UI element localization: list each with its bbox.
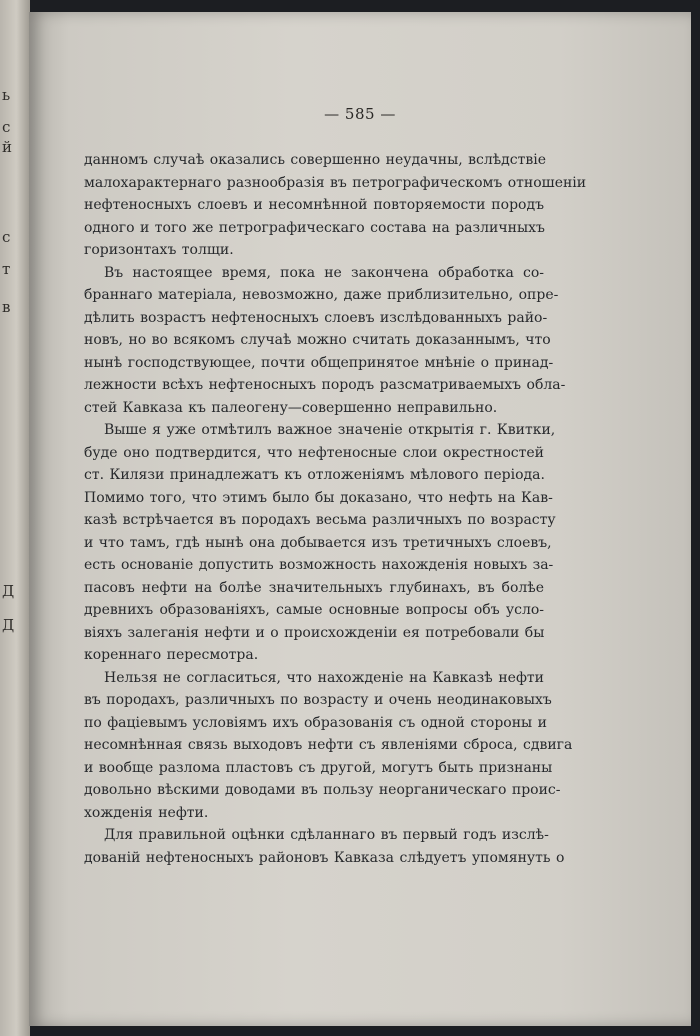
text-line: ст. Килязи принадлежатъ къ отложеніямъ мѣлового періода. <box>84 467 545 483</box>
text-line: кореннаго пересмотра. <box>84 647 259 663</box>
previous-page-text-fragment: Д <box>2 582 15 600</box>
text-line: казѣ встрѣчается въ породахъ весьма различныхъ по возрасту <box>84 512 556 528</box>
text-line: нефтеносныхъ слоевъ и несомнѣнной повторяемости породъ <box>84 197 544 213</box>
text-line: довольно вѣскими доводами въ пользу неорганическаго проис- <box>84 782 561 798</box>
text-line: хожденія нефти. <box>84 804 209 821</box>
text-line: и что тамъ, гдѣ нынѣ она добывается изъ третичныхъ слоевъ, <box>84 534 552 551</box>
text-line: горизонтахъ толщи. <box>84 242 234 258</box>
text-line: въ породахъ, различныхъ по возрасту и очень неодинаковыхъ <box>84 692 552 708</box>
text-line: дѣлить возрастъ нефтеносныхъ слоевъ изслѣдованныхъ райо- <box>84 309 548 326</box>
text-line: несомнѣнная связь выходовъ нефти съ явленіями сброса, сдвига <box>84 737 573 753</box>
text-line: есть основаніе допустить возможность нахожденія новыхъ за- <box>84 557 554 573</box>
text-line: данномъ случаѣ оказались совершенно неудачны, вслѣдствіе <box>84 152 547 168</box>
previous-page-text-fragment: в <box>2 298 11 316</box>
text-line: нынѣ господствующее, почти общепринятое мнѣніе о принад- <box>84 354 554 371</box>
previous-page-text-fragment: с <box>2 228 11 246</box>
text-line: Нельзя не согласиться, что нахожденіе на Кавказѣ нефти <box>104 669 544 686</box>
text-line: одного и того же петрографическаго состава на различныхъ <box>84 219 545 236</box>
text-line: пасовъ нефти на болѣе значительныхъ глубинахъ, въ болѣе <box>84 579 544 596</box>
text-line: Выше я уже отмѣтилъ важное значеніе открытія г. Квитки, <box>104 422 556 438</box>
previous-page-text-fragment: ь <box>2 86 11 104</box>
text-line: Въ настоящее время, пока не закончена обработка со- <box>104 264 544 281</box>
previous-page-text-fragment: т <box>2 260 11 278</box>
previous-page-text-fragment: с <box>2 118 11 136</box>
book-page <box>29 12 691 1026</box>
text-line: браннаго матеріала, невозможно, даже приблизительно, опре- <box>84 287 559 303</box>
text-line: Для правильной оцѣнки сдѣланнаго въ первый годъ изслѣ- <box>104 827 549 843</box>
text-line: малохарактернаго разнообразія въ петрографическомъ отношеніи <box>84 174 587 191</box>
text-line: Помимо того, что этимъ было бы доказано, что нефть на Кав- <box>84 489 553 506</box>
text-line: древнихъ образованіяхъ, самые основные вопросы объ усло- <box>84 602 544 618</box>
previous-page-text-fragment: й <box>2 138 12 156</box>
text-line: лежности всѣхъ нефтеносныхъ породъ разсматриваемыхъ обла- <box>84 377 566 393</box>
previous-page-edge <box>0 0 30 1036</box>
previous-page-text-fragment: Д <box>2 616 15 634</box>
page-number: — 585 — <box>324 105 396 123</box>
text-line: стей Кавказа къ палеогену—совершенно неправильно. <box>84 399 498 416</box>
text-line: буде оно подтвердится, что нефтеносные слои окрестностей <box>84 444 544 461</box>
text-line: дованій нефтеносныхъ районовъ Кавказа слѣдуетъ упомянуть о <box>84 849 565 866</box>
text-line: и вообще разлома пластовъ съ другой, могутъ быть признаны <box>84 759 553 776</box>
text-line: віяхъ залеганія нефти и о происхожденіи ея потребовали бы <box>84 624 545 641</box>
text-line: по фаціевымъ условіямъ ихъ образованія съ одной стороны и <box>84 714 547 731</box>
text-line: новъ, но во всякомъ случаѣ можно считать доказаннымъ, что <box>84 332 551 348</box>
